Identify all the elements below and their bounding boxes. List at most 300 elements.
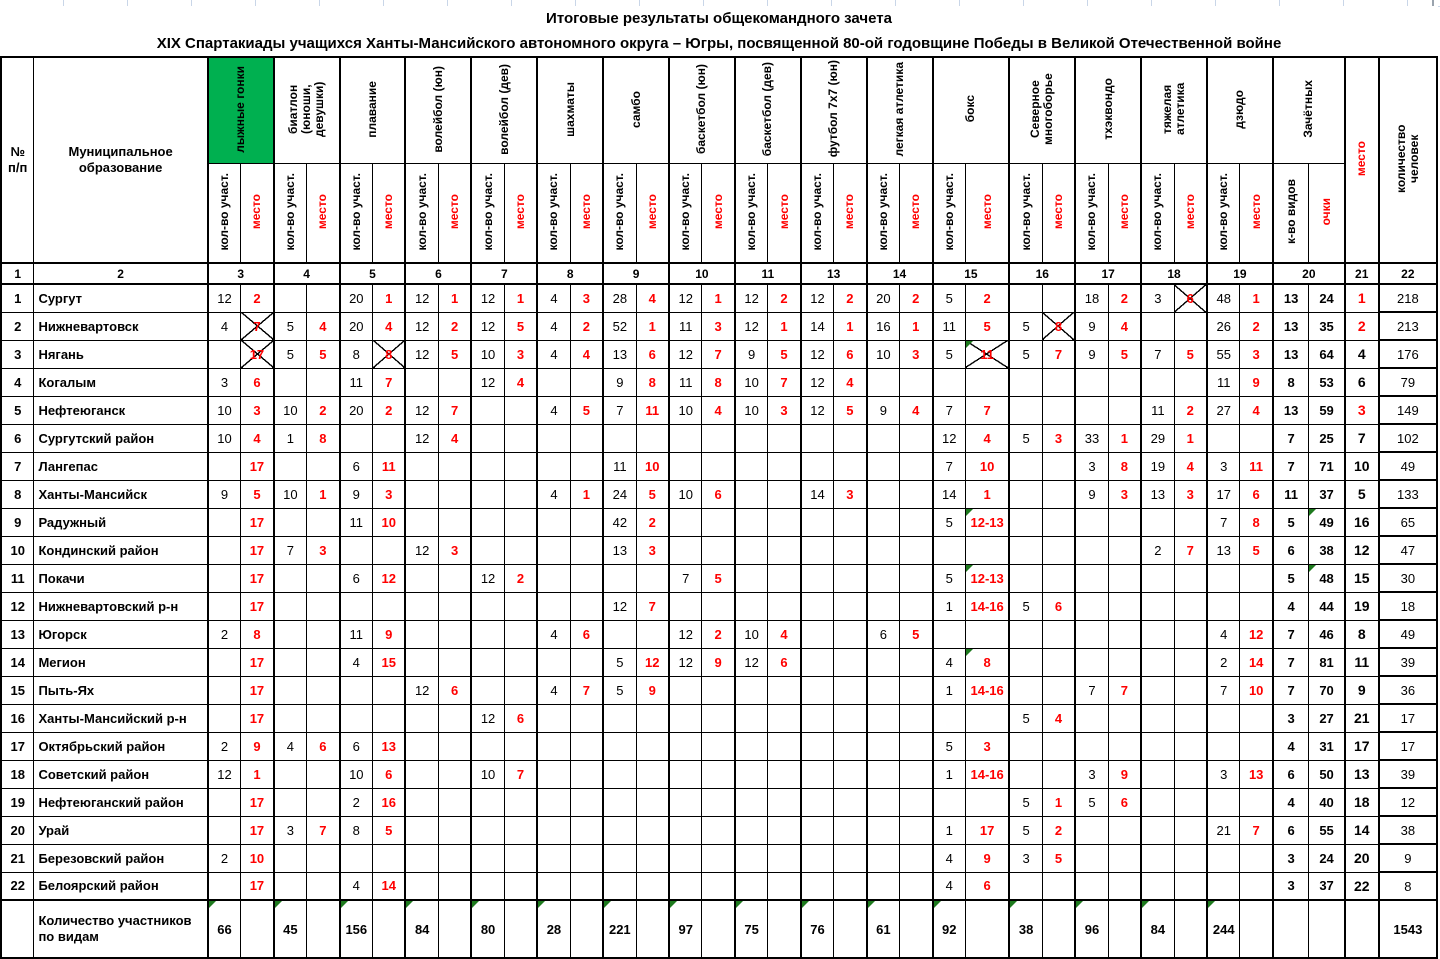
place-cell[interactable]: 5 bbox=[1042, 844, 1075, 872]
place-cell[interactable]: 4 bbox=[1108, 312, 1141, 340]
place-cell[interactable]: 10 bbox=[1240, 676, 1273, 704]
participants-cell[interactable] bbox=[274, 564, 307, 592]
vidov-cell[interactable]: 5 bbox=[1273, 564, 1309, 592]
participants-cell[interactable] bbox=[537, 648, 570, 676]
place-cell[interactable]: 14-16 bbox=[965, 676, 1009, 704]
place-cell[interactable] bbox=[1174, 620, 1207, 648]
vidov-cell[interactable]: 13 bbox=[1273, 284, 1309, 312]
total-place-cell[interactable] bbox=[307, 900, 340, 958]
participants-cell[interactable] bbox=[471, 452, 504, 480]
place-cell[interactable] bbox=[1042, 480, 1075, 508]
column-header-overall-place[interactable] bbox=[1345, 57, 1379, 263]
place-cell[interactable]: 3 bbox=[241, 396, 274, 424]
participants-cell[interactable]: 7 bbox=[274, 536, 307, 564]
place-cell[interactable]: 3 bbox=[1108, 480, 1141, 508]
place-cell[interactable]: 9 bbox=[965, 844, 1009, 872]
participants-cell[interactable]: 5 bbox=[1009, 592, 1042, 620]
participants-cell[interactable]: 12 bbox=[405, 396, 438, 424]
place-cell[interactable]: 6 bbox=[1108, 788, 1141, 816]
overall-place-cell[interactable]: 12 bbox=[1345, 536, 1379, 564]
place-cell[interactable]: 4 bbox=[636, 284, 669, 312]
participants-cell[interactable]: 7 bbox=[603, 396, 636, 424]
place-cell[interactable] bbox=[1042, 396, 1075, 424]
place-cell[interactable]: 17 bbox=[241, 816, 274, 844]
participants-cell[interactable] bbox=[471, 648, 504, 676]
subheader-place[interactable] bbox=[965, 164, 1009, 264]
place-cell[interactable]: 9 bbox=[1240, 368, 1273, 396]
participants-cell[interactable] bbox=[1075, 648, 1108, 676]
participants-cell[interactable]: 6 bbox=[340, 732, 373, 760]
participants-cell[interactable] bbox=[1009, 564, 1042, 592]
participants-cell[interactable] bbox=[603, 564, 636, 592]
place-cell[interactable]: 6 bbox=[1240, 480, 1273, 508]
place-cell[interactable] bbox=[636, 760, 669, 788]
place-cell[interactable] bbox=[1108, 368, 1141, 396]
participants-cell[interactable] bbox=[867, 508, 900, 536]
place-cell[interactable] bbox=[834, 844, 867, 872]
participants-cell[interactable]: 3 bbox=[1141, 284, 1174, 312]
people-count-cell[interactable]: 213 bbox=[1379, 312, 1437, 340]
participants-cell[interactable] bbox=[933, 704, 966, 732]
participants-cell[interactable]: 12 bbox=[801, 284, 834, 312]
participants-cell[interactable]: 9 bbox=[1075, 340, 1108, 368]
participants-cell[interactable] bbox=[1009, 760, 1042, 788]
participants-cell[interactable]: 5 bbox=[933, 340, 966, 368]
participants-cell[interactable] bbox=[603, 620, 636, 648]
participants-cell[interactable] bbox=[735, 480, 768, 508]
row-number[interactable]: 21 bbox=[1, 844, 34, 872]
ochki-cell[interactable]: 27 bbox=[1309, 704, 1345, 732]
place-cell[interactable] bbox=[1042, 452, 1075, 480]
place-cell[interactable]: 12 bbox=[636, 648, 669, 676]
participants-cell[interactable]: 12 bbox=[471, 312, 504, 340]
participants-cell[interactable]: 9 bbox=[1075, 312, 1108, 340]
place-cell[interactable] bbox=[768, 508, 801, 536]
participants-cell[interactable] bbox=[1207, 788, 1240, 816]
place-cell[interactable] bbox=[1240, 592, 1273, 620]
participants-cell[interactable]: 7 bbox=[1207, 676, 1240, 704]
place-cell[interactable]: 3 bbox=[965, 732, 1009, 760]
participants-cell[interactable]: 12 bbox=[735, 312, 768, 340]
place-cell[interactable] bbox=[965, 704, 1009, 732]
place-cell[interactable]: 14-16 bbox=[965, 592, 1009, 620]
participants-cell[interactable]: 3 bbox=[1075, 760, 1108, 788]
participants-cell[interactable]: 16 bbox=[867, 312, 900, 340]
place-cell[interactable]: 14 bbox=[373, 872, 406, 900]
row-number[interactable]: 2 bbox=[1, 312, 34, 340]
place-cell[interactable] bbox=[438, 620, 471, 648]
participants-cell[interactable] bbox=[867, 452, 900, 480]
place-cell[interactable] bbox=[768, 452, 801, 480]
column-header-sport[interactable] bbox=[801, 57, 867, 164]
subheader-place[interactable] bbox=[1240, 164, 1273, 264]
overall-place-cell[interactable]: 11 bbox=[1345, 648, 1379, 676]
total-place-cell[interactable] bbox=[504, 900, 537, 958]
place-cell[interactable]: 10 bbox=[373, 508, 406, 536]
place-cell[interactable]: 6 bbox=[438, 676, 471, 704]
place-cell[interactable]: 1 bbox=[900, 312, 933, 340]
place-cell[interactable]: 7 bbox=[570, 676, 603, 704]
participants-cell[interactable]: 12 bbox=[405, 340, 438, 368]
place-cell[interactable] bbox=[965, 620, 1009, 648]
participants-cell[interactable]: 4 bbox=[537, 480, 570, 508]
participants-cell[interactable] bbox=[1207, 424, 1240, 452]
place-cell[interactable] bbox=[438, 368, 471, 396]
place-cell[interactable] bbox=[504, 872, 537, 900]
place-cell[interactable]: 17 bbox=[241, 536, 274, 564]
place-cell[interactable] bbox=[834, 620, 867, 648]
participants-cell[interactable] bbox=[537, 760, 570, 788]
place-cell[interactable] bbox=[570, 704, 603, 732]
place-cell[interactable]: 5 bbox=[1174, 340, 1207, 368]
place-cell[interactable]: 12-13 bbox=[965, 564, 1009, 592]
place-cell[interactable]: 7 bbox=[636, 592, 669, 620]
participants-cell[interactable] bbox=[405, 620, 438, 648]
place-cell[interactable] bbox=[702, 452, 735, 480]
place-cell[interactable]: 2 bbox=[900, 284, 933, 312]
municipality-name[interactable]: Югорск bbox=[34, 620, 208, 648]
place-cell[interactable] bbox=[307, 284, 340, 312]
participants-cell[interactable]: 7 bbox=[933, 452, 966, 480]
row-number[interactable]: 22 bbox=[1, 872, 34, 900]
participants-cell[interactable]: 4 bbox=[537, 676, 570, 704]
place-cell[interactable]: 10 bbox=[636, 452, 669, 480]
participants-cell[interactable]: 13 bbox=[1207, 536, 1240, 564]
place-cell[interactable] bbox=[373, 536, 406, 564]
total-place-cell[interactable] bbox=[241, 900, 274, 958]
participants-cell[interactable] bbox=[208, 816, 241, 844]
place-cell[interactable] bbox=[438, 564, 471, 592]
municipality-name[interactable]: Покачи bbox=[34, 564, 208, 592]
place-cell[interactable] bbox=[834, 816, 867, 844]
participants-cell[interactable] bbox=[1075, 872, 1108, 900]
place-cell[interactable]: 1 bbox=[636, 312, 669, 340]
municipality-name[interactable]: Нефтеюганск bbox=[34, 396, 208, 424]
column-header-sport[interactable] bbox=[274, 57, 340, 164]
place-cell[interactable] bbox=[834, 592, 867, 620]
ochki-cell[interactable]: 37 bbox=[1309, 872, 1345, 900]
subheader-participants[interactable] bbox=[735, 164, 768, 264]
place-cell[interactable] bbox=[900, 676, 933, 704]
place-cell[interactable]: 6 bbox=[768, 648, 801, 676]
participants-cell[interactable] bbox=[801, 788, 834, 816]
participants-cell[interactable]: 6 bbox=[340, 452, 373, 480]
people-count-cell[interactable]: 49 bbox=[1379, 620, 1437, 648]
place-cell[interactable] bbox=[1174, 312, 1207, 340]
place-cell[interactable] bbox=[504, 452, 537, 480]
total-participants-cell[interactable]: 244 bbox=[1207, 900, 1240, 958]
place-cell[interactable]: 13 bbox=[1240, 760, 1273, 788]
participants-cell[interactable]: 12 bbox=[471, 284, 504, 312]
municipality-name[interactable]: Когалым bbox=[34, 368, 208, 396]
subheader-participants[interactable] bbox=[603, 164, 636, 264]
participants-cell[interactable] bbox=[735, 592, 768, 620]
place-cell[interactable]: 9 bbox=[373, 620, 406, 648]
participants-cell[interactable] bbox=[867, 676, 900, 704]
participants-cell[interactable]: 2 bbox=[1207, 648, 1240, 676]
participants-cell[interactable] bbox=[1207, 844, 1240, 872]
participants-cell[interactable] bbox=[1207, 732, 1240, 760]
participants-cell[interactable]: 10 bbox=[274, 396, 307, 424]
totals-ochki-cell[interactable] bbox=[1309, 900, 1345, 958]
subheader-participants[interactable] bbox=[1009, 164, 1042, 264]
people-count-cell[interactable]: 18 bbox=[1379, 592, 1437, 620]
participants-cell[interactable] bbox=[603, 704, 636, 732]
participants-cell[interactable] bbox=[1141, 648, 1174, 676]
participants-cell[interactable] bbox=[735, 760, 768, 788]
place-cell[interactable]: 2 bbox=[373, 396, 406, 424]
subheader-place[interactable] bbox=[834, 164, 867, 264]
col-number[interactable]: 5 bbox=[340, 263, 406, 284]
col-number[interactable]: 3 bbox=[208, 263, 274, 284]
participants-cell[interactable]: 12 bbox=[405, 424, 438, 452]
place-cell[interactable]: 8 bbox=[702, 368, 735, 396]
totals-vidov-cell[interactable] bbox=[1273, 900, 1309, 958]
overall-place-cell[interactable]: 13 bbox=[1345, 760, 1379, 788]
participants-cell[interactable]: 55 bbox=[1207, 340, 1240, 368]
participants-cell[interactable] bbox=[801, 816, 834, 844]
municipality-name[interactable]: Пыть-Ях bbox=[34, 676, 208, 704]
participants-cell[interactable] bbox=[933, 536, 966, 564]
row-number[interactable]: 3 bbox=[1, 340, 34, 368]
place-cell[interactable] bbox=[1108, 816, 1141, 844]
place-cell[interactable] bbox=[900, 368, 933, 396]
place-cell[interactable] bbox=[965, 536, 1009, 564]
participants-cell[interactable] bbox=[1075, 564, 1108, 592]
participants-cell[interactable]: 5 bbox=[274, 312, 307, 340]
participants-cell[interactable] bbox=[669, 424, 702, 452]
place-cell[interactable]: 17 bbox=[241, 452, 274, 480]
place-cell[interactable] bbox=[570, 536, 603, 564]
place-cell[interactable]: 3 bbox=[570, 284, 603, 312]
col-number[interactable]: 10 bbox=[669, 263, 735, 284]
participants-cell[interactable]: 6 bbox=[867, 620, 900, 648]
participants-cell[interactable]: 4 bbox=[208, 312, 241, 340]
place-cell[interactable] bbox=[570, 732, 603, 760]
place-cell[interactable] bbox=[834, 676, 867, 704]
place-cell[interactable] bbox=[438, 816, 471, 844]
participants-cell[interactable]: 12 bbox=[801, 396, 834, 424]
vidov-cell[interactable]: 4 bbox=[1273, 732, 1309, 760]
municipality-name[interactable]: Нижневартовск bbox=[34, 312, 208, 340]
participants-cell[interactable]: 18 bbox=[1075, 284, 1108, 312]
place-cell[interactable] bbox=[702, 424, 735, 452]
place-cell[interactable] bbox=[1174, 368, 1207, 396]
participants-cell[interactable] bbox=[537, 872, 570, 900]
place-cell[interactable] bbox=[1042, 872, 1075, 900]
participants-cell[interactable] bbox=[208, 564, 241, 592]
subheader-place[interactable] bbox=[1108, 164, 1141, 264]
place-cell[interactable] bbox=[1240, 788, 1273, 816]
place-cell[interactable]: 5 bbox=[702, 564, 735, 592]
total-place-cell[interactable] bbox=[570, 900, 603, 958]
participants-cell[interactable]: 12 bbox=[669, 340, 702, 368]
place-cell[interactable] bbox=[1108, 704, 1141, 732]
place-cell[interactable]: 14 bbox=[1240, 648, 1273, 676]
place-cell[interactable] bbox=[1042, 648, 1075, 676]
people-count-cell[interactable]: 39 bbox=[1379, 648, 1437, 676]
participants-cell[interactable] bbox=[801, 872, 834, 900]
totals-label[interactable]: Количество участников по видам bbox=[34, 900, 208, 958]
place-cell[interactable]: 7 bbox=[768, 368, 801, 396]
total-place-cell[interactable] bbox=[768, 900, 801, 958]
place-cell[interactable] bbox=[1042, 368, 1075, 396]
vidov-cell[interactable]: 13 bbox=[1273, 340, 1309, 368]
participants-cell[interactable] bbox=[405, 704, 438, 732]
total-place-cell[interactable] bbox=[373, 900, 406, 958]
total-participants-cell[interactable]: 96 bbox=[1075, 900, 1108, 958]
participants-cell[interactable] bbox=[735, 508, 768, 536]
participants-cell[interactable]: 17 bbox=[1207, 480, 1240, 508]
participants-cell[interactable] bbox=[603, 760, 636, 788]
participants-cell[interactable] bbox=[603, 816, 636, 844]
place-cell[interactable]: 4 bbox=[834, 368, 867, 396]
col-number[interactable]: 6 bbox=[405, 263, 471, 284]
place-cell[interactable]: 2 bbox=[438, 312, 471, 340]
participants-cell[interactable] bbox=[274, 676, 307, 704]
place-cell[interactable] bbox=[438, 732, 471, 760]
participants-cell[interactable] bbox=[669, 452, 702, 480]
place-cell[interactable]: 10 bbox=[241, 844, 274, 872]
place-cell[interactable]: 3 bbox=[438, 536, 471, 564]
municipality-name[interactable]: Березовский район bbox=[34, 844, 208, 872]
place-cell[interactable] bbox=[307, 872, 340, 900]
place-cell[interactable] bbox=[1174, 508, 1207, 536]
col-number[interactable]: 17 bbox=[1075, 263, 1141, 284]
place-cell[interactable]: 17 bbox=[241, 676, 274, 704]
participants-cell[interactable]: 14 bbox=[933, 480, 966, 508]
place-cell[interactable] bbox=[768, 592, 801, 620]
place-cell[interactable]: 1 bbox=[241, 760, 274, 788]
place-cell[interactable] bbox=[504, 648, 537, 676]
place-cell[interactable] bbox=[834, 788, 867, 816]
ochki-cell[interactable]: 38 bbox=[1309, 536, 1345, 564]
participants-cell[interactable] bbox=[471, 788, 504, 816]
participants-cell[interactable] bbox=[1207, 592, 1240, 620]
subheader-participants[interactable] bbox=[274, 164, 307, 264]
place-cell[interactable]: 2 bbox=[1174, 396, 1207, 424]
place-cell[interactable]: 6 bbox=[307, 732, 340, 760]
place-cell[interactable]: 2 bbox=[241, 284, 274, 312]
place-cell[interactable]: 11 bbox=[1240, 452, 1273, 480]
participants-cell[interactable] bbox=[340, 676, 373, 704]
column-header-people-count[interactable] bbox=[1379, 57, 1437, 263]
place-cell[interactable] bbox=[1042, 620, 1075, 648]
participants-cell[interactable] bbox=[801, 620, 834, 648]
place-cell[interactable]: 1 bbox=[373, 284, 406, 312]
place-cell[interactable] bbox=[438, 592, 471, 620]
place-cell[interactable] bbox=[1108, 872, 1141, 900]
participants-cell[interactable] bbox=[471, 816, 504, 844]
participants-cell[interactable] bbox=[867, 732, 900, 760]
participants-cell[interactable] bbox=[471, 536, 504, 564]
people-count-cell[interactable]: 39 bbox=[1379, 760, 1437, 788]
participants-cell[interactable]: 10 bbox=[735, 396, 768, 424]
participants-cell[interactable] bbox=[1075, 704, 1108, 732]
place-cell[interactable]: 17 bbox=[241, 788, 274, 816]
place-cell[interactable]: 2 bbox=[307, 396, 340, 424]
subheader-place[interactable] bbox=[1042, 164, 1075, 264]
overall-place-cell[interactable]: 9 bbox=[1345, 676, 1379, 704]
ochki-cell[interactable]: 49 bbox=[1309, 508, 1345, 536]
participants-cell[interactable] bbox=[669, 508, 702, 536]
subheader-participants[interactable] bbox=[471, 164, 504, 264]
place-cell[interactable]: 4 bbox=[373, 312, 406, 340]
participants-cell[interactable]: 3 bbox=[1009, 844, 1042, 872]
place-cell[interactable]: 9 bbox=[241, 732, 274, 760]
place-cell[interactable] bbox=[702, 844, 735, 872]
participants-cell[interactable] bbox=[1141, 732, 1174, 760]
participants-cell[interactable] bbox=[208, 592, 241, 620]
participants-cell[interactable] bbox=[669, 536, 702, 564]
participants-cell[interactable]: 12 bbox=[405, 536, 438, 564]
place-cell[interactable] bbox=[834, 452, 867, 480]
place-cell[interactable] bbox=[834, 648, 867, 676]
place-cell[interactable]: 4 bbox=[965, 424, 1009, 452]
place-cell[interactable] bbox=[570, 760, 603, 788]
participants-cell[interactable]: 9 bbox=[735, 340, 768, 368]
vidov-cell[interactable]: 7 bbox=[1273, 452, 1309, 480]
subheader-participants[interactable] bbox=[1141, 164, 1174, 264]
subheader-place[interactable] bbox=[241, 164, 274, 264]
participants-cell[interactable]: 4 bbox=[933, 872, 966, 900]
participants-cell[interactable]: 14 bbox=[801, 480, 834, 508]
place-cell[interactable] bbox=[1174, 816, 1207, 844]
people-count-cell[interactable]: 12 bbox=[1379, 788, 1437, 816]
place-cell[interactable]: 17 bbox=[241, 340, 274, 368]
place-cell[interactable]: 11 bbox=[965, 340, 1009, 368]
participants-cell[interactable] bbox=[603, 788, 636, 816]
place-cell[interactable] bbox=[768, 480, 801, 508]
place-cell[interactable] bbox=[504, 396, 537, 424]
total-place-cell[interactable] bbox=[1042, 900, 1075, 958]
place-cell[interactable]: 4 bbox=[1042, 704, 1075, 732]
place-cell[interactable]: 3 bbox=[834, 480, 867, 508]
place-cell[interactable]: 6 bbox=[241, 368, 274, 396]
participants-cell[interactable] bbox=[537, 704, 570, 732]
municipality-name[interactable]: Сургут bbox=[34, 284, 208, 312]
participants-cell[interactable] bbox=[603, 732, 636, 760]
place-cell[interactable] bbox=[1240, 704, 1273, 732]
participants-cell[interactable]: 10 bbox=[735, 620, 768, 648]
participants-cell[interactable] bbox=[405, 872, 438, 900]
total-participants-cell[interactable]: 97 bbox=[669, 900, 702, 958]
people-count-cell[interactable]: 149 bbox=[1379, 396, 1437, 424]
place-cell[interactable] bbox=[900, 480, 933, 508]
place-cell[interactable] bbox=[702, 760, 735, 788]
participants-cell[interactable]: 3 bbox=[1075, 452, 1108, 480]
place-cell[interactable] bbox=[1174, 844, 1207, 872]
column-header-sport[interactable] bbox=[340, 57, 406, 164]
participants-cell[interactable]: 5 bbox=[1009, 816, 1042, 844]
ochki-cell[interactable]: 70 bbox=[1309, 676, 1345, 704]
participants-cell[interactable] bbox=[867, 760, 900, 788]
people-count-cell[interactable]: 30 bbox=[1379, 564, 1437, 592]
participants-cell[interactable] bbox=[1009, 732, 1042, 760]
participants-cell[interactable]: 12 bbox=[208, 760, 241, 788]
subheader-participants[interactable] bbox=[669, 164, 702, 264]
place-cell[interactable] bbox=[900, 872, 933, 900]
place-cell[interactable]: 7 bbox=[438, 396, 471, 424]
participants-cell[interactable]: 7 bbox=[933, 396, 966, 424]
place-cell[interactable] bbox=[900, 732, 933, 760]
subheader-participants[interactable] bbox=[405, 164, 438, 264]
place-cell[interactable] bbox=[834, 536, 867, 564]
participants-cell[interactable] bbox=[1009, 872, 1042, 900]
place-cell[interactable]: 1 bbox=[504, 284, 537, 312]
place-cell[interactable]: 4 bbox=[438, 424, 471, 452]
participants-cell[interactable] bbox=[669, 788, 702, 816]
